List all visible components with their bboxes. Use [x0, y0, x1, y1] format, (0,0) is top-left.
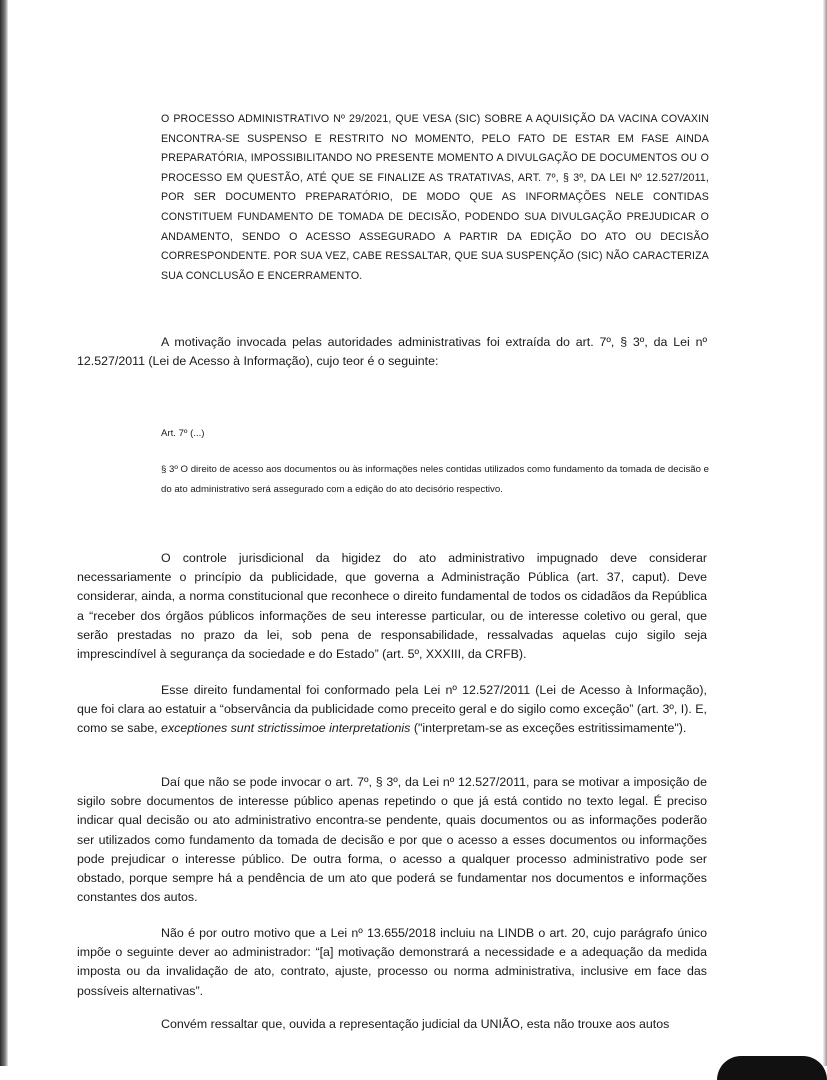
paragraph-controle-jurisdicional: O controle jurisdicional da higidez do ato administrativo impugnado deve considerar necessariamente o princípio da publicidade, que governa a Administração Pública (art. 37, caput). Deve considerar, ainda, a norma constitucional que reconhece o direito fundamental de todos os cidadãos da República a “receber dos órgãos públicos informações de seu interesse particular, ou de interesse coletivo ou geral, que serão prestadas no prazo da lei, sob pena de responsabilidade, ressalvadas aquelas cujo sigilo seja imprescindível à segurança da sociedade e do Estado” (art. 5º, XXXIII, da CRFB).: [77, 551, 707, 662]
paragraph-direito-fundamental: [77, 681, 707, 739]
latin-maxim: exceptiones sunt strictissimoe interpretationis: [161, 721, 411, 736]
quoted-administrative-response: O PROCESSO ADMINISTRATIVO Nº 29/2021, QUE VESA (SIC) SOBRE A AQUISIÇÃO DA VACINA COVAXIN ENCONTRA-SE SUSPENSO E RESTRITO NO MOMENTO, PELO FATO DE ESTAR EM FASE AINDA PREPARATÓRIA, IMPOSSIBILITANDO NO PRESENTE MOMENTO A DIVULGAÇÃO DE DOCUMENTOS OU O PROCESSO EM QUESTÃO, ATÉ QUE SE FINALIZE AS TRATATIVAS, ART. 7º, § 3º, DA LEI Nº 12.527/2011, POR SER DOCUMENTO PREPARATÓRIO, DE MODO QUE AS INFORMAÇÕES NELE CONTIDAS CONSTITUEM FUNDAMENTO DE TOMADA DE DECISÃO, PODENDO SUA DIVULGAÇÃO PREJUDICAR O ANDAMENTO, SENDO O ACESSO ASSEGURADO A PARTIR DA EDIÇÃO DO ATO OU DECISÃO CORRESPONDENTE. POR SUA VEZ, CABE RESSALTAR, QUE SUA SUSPENÇÃO (SIC) NÃO CARACTERIZA SUA CONCLUSÃO E ENCERRAMENTO.: [161, 113, 709, 282]
paragraph-dai-que: Daí que não se pode invocar o art. 7º, § 3º, da Lei nº 12.527/2011, para se motivar a imposição de sigilo sobre documentos de interesse público apenas repetindo o que já está contido no texto legal. É preciso indicar qual decisão ou ato administrativo encontra-se pendente, quais documentos ou as informações poderão ser utilizados como fundamento da tomada de decisão e por que o acesso a esses documentos ou informações pode prejudicar o interesse público. De outra forma, o acesso a qualquer processo administrativo pode ser obstado, porque sempre há a pendência de um ato que poderá se fundamentar nos documentos e informações constantes dos autos.: [77, 775, 707, 905]
paragraph-convem: Convém ressaltar que, ouvida a representação judicial da UNIÃO, esta não trouxe aos autos: [161, 1017, 670, 1031]
page-left-shadow: [0, 0, 8, 1066]
paragraph-direito-text-b: ("interpretam-se as exceções estritissimamente").: [413, 721, 687, 736]
page-right-shadow: [823, 0, 827, 1066]
bottom-corner-shadow: [717, 1056, 827, 1080]
article-title: Art. 7º (...): [161, 428, 205, 439]
paragraph-motivacao: A motivação invocada pelas autoridades administrativas foi extraída do art. 7º, § 3º, da Lei nº 12.527/2011 (Lei de Acesso à Informação), cujo teor é o seguinte:: [77, 335, 707, 369]
paragraph-lindb: Não é por outro motivo que a Lei nº 13.655/2018 incluiu na LINDB o art. 20, cujo parágrafo único impõe o seguinte dever ao administrador: “[a] motivação demonstrará a necessidade e a adequação da medida imposta ou da invalidação de ato, contrato, ajuste, processo ou norma administrativa, inclusive em face das possíveis alternativas”.: [77, 926, 707, 998]
paragraph-direito-text-a: Esse direito fundamental foi conformado pela Lei nº 12.527/2011 (Lei de Acesso à Informação), que foi clara ao estatuir a “observância da publicidade como preceito geral e do sigilo como exceção” (art. 3º, I). E, como se sabe,: [77, 683, 707, 736]
article-paragraph-3: § 3º O direito de acesso aos documentos ou às informações neles contidas utilizados como fundamento da tomada de decisão e do ato administrativo será assegurado com a edição do ato decisório respectivo.: [161, 464, 709, 495]
